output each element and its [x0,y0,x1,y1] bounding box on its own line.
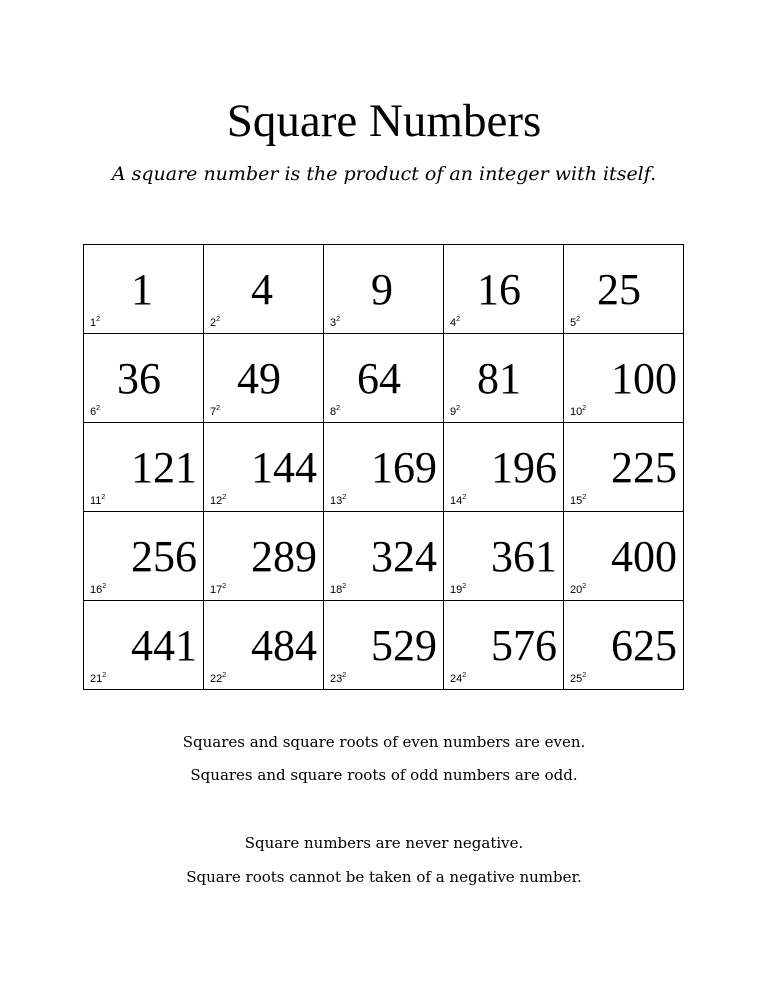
square-value: 144 [251,443,317,492]
square-cell [204,245,324,334]
square-exponent: 2 [342,583,347,590]
square-label [570,492,586,507]
note-even: Squares and square roots of even numbers are even. [182,733,586,751]
square-base: 17 [210,584,223,596]
square-exponent: 2 [462,494,467,501]
square-cell [444,245,564,334]
square-cell [444,512,564,601]
square-base: 23 [330,673,343,685]
square-value: 324 [371,532,437,581]
square-base: 16 [90,584,103,596]
square-value: 289 [251,532,317,581]
square-cell [84,512,204,601]
square-cell [564,601,684,690]
square-exponent: 2 [336,405,341,412]
square-label [90,403,100,418]
square-exponent: 2 [462,583,467,590]
square-exponent: 2 [342,494,347,501]
square-value: 400 [611,532,677,581]
square-base: 5 [570,317,577,329]
square-label [210,403,220,418]
square-label [210,314,220,329]
square-base: 22 [210,673,223,685]
square-value: 256 [131,532,197,581]
square-cell [204,423,324,512]
square-cell [324,423,444,512]
square-cell [444,601,564,690]
square-value: 576 [491,621,557,670]
square-base: 4 [450,317,457,329]
square-value: 4 [251,265,273,314]
square-base: 3 [330,317,337,329]
table-row [84,245,684,334]
square-value: 196 [491,443,557,492]
square-label [210,670,226,685]
square-cell [444,334,564,423]
table-row [84,601,684,690]
note-never-negative: Square numbers are never negative. [244,834,524,852]
square-cell [564,245,684,334]
square-value: 361 [491,532,557,581]
square-label [330,581,346,596]
square-label [90,670,106,685]
square-exponent: 2 [222,494,227,501]
square-label [570,670,586,685]
square-label [570,314,580,329]
square-value: 225 [611,443,677,492]
square-cell [324,334,444,423]
square-exponent: 2 [582,583,587,590]
square-base: 11 [90,495,102,507]
square-value: 121 [131,443,197,492]
square-base: 13 [330,495,343,507]
square-numbers-table-body [84,245,684,690]
square-base: 1 [90,317,97,329]
square-value: 36 [117,354,161,403]
square-cell [84,245,204,334]
square-base: 12 [210,495,223,507]
square-base: 6 [90,406,97,418]
square-value: 49 [237,354,281,403]
square-exponent: 2 [101,494,106,501]
square-exponent: 2 [96,316,101,323]
square-label [90,492,105,507]
square-value: 441 [131,621,197,670]
square-label [570,581,586,596]
note-no-negative-roots: Square roots cannot be taken of a negative number. [186,868,582,886]
square-base: 7 [210,406,217,418]
square-exponent: 2 [222,583,227,590]
square-label [330,492,346,507]
square-cell [564,334,684,423]
square-exponent: 2 [456,405,461,412]
square-cell [564,423,684,512]
square-value: 16 [477,265,521,314]
square-base: 21 [90,673,103,685]
square-exponent: 2 [582,405,587,412]
square-exponent: 2 [216,405,221,412]
square-base: 20 [570,584,583,596]
table-row [84,334,684,423]
square-cell [204,512,324,601]
square-label [330,403,340,418]
square-cell [84,334,204,423]
square-label [330,314,340,329]
square-exponent: 2 [582,494,587,501]
square-base: 18 [330,584,343,596]
square-base: 10 [570,406,583,418]
square-label [450,670,466,685]
square-base: 15 [570,495,583,507]
note-odd: Squares and square roots of odd numbers are odd. [190,766,578,784]
square-cell [204,334,324,423]
square-value: 529 [371,621,437,670]
square-label [450,314,460,329]
table-row [84,512,684,601]
page-title: Square Numbers [226,95,542,147]
square-exponent: 2 [456,316,461,323]
square-exponent: 2 [342,672,347,679]
square-base: 14 [450,495,463,507]
square-cell [444,423,564,512]
square-numbers-table [83,244,684,690]
square-exponent: 2 [462,672,467,679]
square-value: 9 [371,265,393,314]
square-value: 484 [251,621,317,670]
square-exponent: 2 [102,583,107,590]
square-cell [324,512,444,601]
page-subtitle: A square number is the product of an integer with itself. [111,163,657,185]
square-base: 19 [450,584,463,596]
square-exponent: 2 [96,405,101,412]
square-exponent: 2 [216,316,221,323]
table-row [84,423,684,512]
square-value: 81 [477,354,521,403]
square-exponent: 2 [222,672,227,679]
square-exponent: 2 [576,316,581,323]
square-exponent: 2 [582,672,587,679]
square-base: 8 [330,406,337,418]
square-label [90,581,106,596]
square-cell [564,512,684,601]
square-label [450,492,466,507]
square-label [210,492,226,507]
square-label [210,581,226,596]
square-value: 64 [357,354,401,403]
square-base: 9 [450,406,457,418]
square-label [450,403,460,418]
square-value: 25 [597,265,641,314]
square-cell [204,601,324,690]
square-base: 24 [450,673,463,685]
square-cell [84,423,204,512]
square-label [330,670,346,685]
square-label [570,403,586,418]
square-exponent: 2 [336,316,341,323]
square-value: 625 [611,621,677,670]
square-base: 2 [210,317,217,329]
square-cell [324,601,444,690]
square-value: 1 [131,265,153,314]
square-label [450,581,466,596]
square-base: 25 [570,673,583,685]
square-value: 169 [371,443,437,492]
square-cell [84,601,204,690]
square-value: 100 [611,354,677,403]
square-exponent: 2 [102,672,107,679]
square-cell [324,245,444,334]
square-label [90,314,100,329]
